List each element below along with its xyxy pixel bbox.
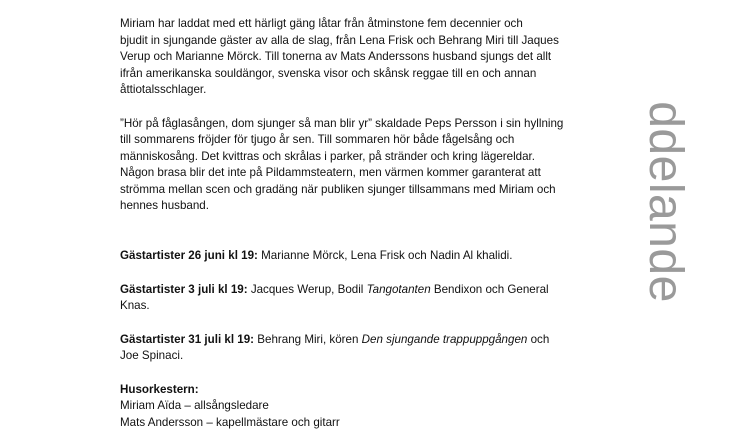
- guest-artists-june-26: [120, 232, 600, 265]
- house-band-heading: Husorkestern:: [120, 382, 199, 396]
- house-band-section: [120, 382, 600, 432]
- guest-date-label: Gästartister 31 juli kl 19:: [120, 332, 255, 346]
- guest-date-label: Gästartister 3 juli kl 19:: [120, 282, 248, 296]
- band-member: Mats Andersson – kapellmästare och gitarr: [120, 415, 340, 429]
- guest-date-label: Gästartister 26 juni kl 19:: [120, 249, 258, 262]
- guest-names-cont: och Joe Spinaci.: [120, 332, 550, 362]
- side-title: ddelande: [639, 101, 692, 303]
- summer-paragraph: ”Hör på fåglasången, dom sjunger så man blir yr” skaldade Peps Persson i sin hyllning till sommarens fröjder för tjugo år sen. Till sommaren hör både fågelsång och människosång. Det kvittras och skrålas i parker, på stränder och kring lägereldar. Någon brasa blir det inte på Pildammsteatern, men värmen kommer garanterat att strömma mellan scen och gradäng när publiken sjunger tillsammans med Miriam och hennes husband.: [120, 116, 564, 212]
- guest-names: Marianne Mörck, Lena Frisk och Nadin Al khalidi.: [257, 249, 513, 262]
- guest-artists-july-3: [120, 282, 600, 315]
- press-release-body: [120, 16, 600, 448]
- guest-names-cont: Bendixon och General Knas.: [120, 282, 549, 312]
- choir-name: Den sjungande trappuppgången: [361, 332, 528, 346]
- band-member: Miriam Aïda – allsångsledare: [120, 399, 269, 412]
- intro-paragraph: Miriam har laddat med ett härligt gäng låtar från åtminstone fem decennier och bjudit in sjungande gäster av alla de slag, från Lena Frisk och Behrang Miri till Jaques Verup och Marianne Mörck. Till tonerna av Mats Anderssons husband sjungs det allt ifrån amerikanska souldängor, svenska visor och skånsk reggae till en och annan åttiotalsschlager.: [120, 17, 559, 96]
- guest-names: Behrang Miri, kören: [254, 332, 362, 346]
- guest-nickname: Tangotanten: [366, 282, 431, 296]
- guest-names: Jacques Werup, Bodil: [247, 282, 367, 296]
- guest-artists-july-31: [120, 332, 600, 365]
